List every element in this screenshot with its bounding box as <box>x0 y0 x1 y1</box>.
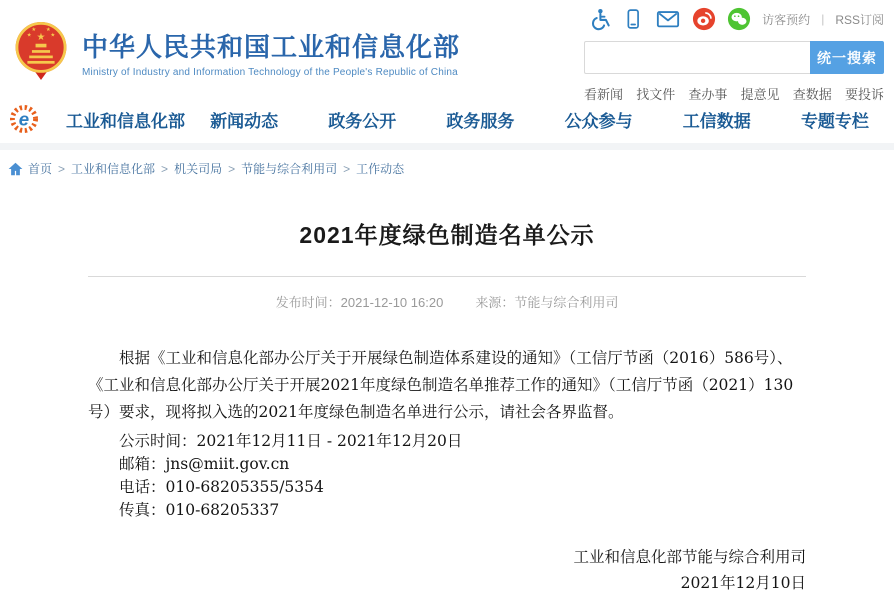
breadcrumb-separator: > <box>343 161 351 176</box>
breadcrumb-energy-dept[interactable]: 节能与综合利用司 <box>241 162 338 176</box>
nav-item-participation[interactable]: 公众参与 <box>564 111 633 131</box>
article <box>88 217 806 596</box>
breadcrumb-separator: > <box>161 161 169 176</box>
search-bar <box>584 41 884 74</box>
site-header <box>0 0 894 102</box>
paragraph-period: 公示时间：2021年12月11日 - 2021年12月20日 <box>119 432 463 450</box>
quick-link-data[interactable]: 查数据 <box>792 87 832 102</box>
nav-item-gov-open[interactable]: 政务公开 <box>328 111 397 131</box>
article-meta <box>88 292 806 311</box>
title-divider <box>88 276 806 277</box>
quick-links <box>584 84 884 103</box>
quick-link-suggest[interactable]: 提意见 <box>740 87 780 102</box>
quick-link-files[interactable]: 找文件 <box>636 87 676 102</box>
wechat-icon[interactable] <box>727 7 751 31</box>
signature-block <box>88 544 806 596</box>
svg-text:★: ★ <box>45 27 51 34</box>
breadcrumb-separator: > <box>228 161 236 176</box>
source-label: 来源： <box>475 295 515 310</box>
top-utility-bar <box>584 6 884 32</box>
search-button[interactable]: 统一搜索 <box>810 41 884 74</box>
site-logo[interactable] <box>12 20 460 87</box>
accessibility-icon[interactable] <box>587 7 611 31</box>
home-icon[interactable] <box>8 162 23 176</box>
mail-icon[interactable] <box>655 7 681 31</box>
signature-org: 工业和信息化部节能与综合利用司 <box>573 548 806 566</box>
gear-e-logo-icon[interactable] <box>8 103 40 135</box>
breadcrumb-work-news[interactable]: 工作动态 <box>356 162 405 176</box>
paragraph-phone: 电话：010-68205355/5354 <box>119 478 324 496</box>
breadcrumb-home[interactable]: 首页 <box>28 162 53 176</box>
breadcrumb <box>0 150 894 183</box>
svg-text:★: ★ <box>36 32 46 44</box>
rss-link[interactable]: RSS订阅 <box>835 12 884 27</box>
svg-text:★: ★ <box>26 32 32 39</box>
signature-date: 2021年12月10日 <box>680 574 806 592</box>
nav-item-gov-service[interactable]: 政务服务 <box>446 111 515 131</box>
paragraph-fax: 传真：010-68205337 <box>119 501 280 519</box>
breadcrumb-separator: > <box>58 161 66 176</box>
svg-text:★: ★ <box>50 32 56 39</box>
mobile-icon[interactable] <box>622 7 644 31</box>
site-title: 中华人民共和国工业和信息化部 <box>82 31 461 62</box>
quick-link-news[interactable]: 看新闻 <box>584 87 624 102</box>
breadcrumb-departments[interactable]: 机关司局 <box>174 162 223 176</box>
search-input[interactable] <box>584 41 810 74</box>
paragraph-email: 邮箱：jns@miit.gov.cn <box>119 455 290 473</box>
nav-item-news[interactable]: 新闻动态 <box>210 111 279 131</box>
article-body <box>88 345 806 522</box>
nav-divider-band <box>0 143 894 150</box>
paragraph-main: 根据《工业和信息化部办公厅关于开展绿色制造体系建设的通知》（工信厅节函（2016）586号）、《工业和信息化部办公厅关于开展2021年度绿色制造名单推荐工作的通知》（工信厅节函（2021）130号）要求，现将拟入选的2021年度绿色制造名单进行公示，请社会各界监督。 <box>88 349 794 421</box>
publish-time-value: 2021-12-10 16:20 <box>340 295 444 310</box>
svg-text:e: e <box>18 108 30 130</box>
quick-link-services[interactable]: 查办事 <box>688 87 728 102</box>
weibo-icon[interactable] <box>692 7 716 31</box>
publish-time-label: 发布时间： <box>275 295 341 310</box>
svg-text:★: ★ <box>31 27 37 34</box>
nav-item-special[interactable]: 专题专栏 <box>800 111 869 131</box>
breadcrumb-ministry[interactable]: 工业和信息化部 <box>71 162 156 176</box>
header-right <box>584 6 884 103</box>
visitor-appointment-link[interactable]: 访客预约 <box>762 12 811 27</box>
source-value: 节能与综合利用司 <box>514 295 619 310</box>
page-title: 2021年度绿色制造名单公示 <box>299 222 595 248</box>
nav-item-miit-data[interactable]: 工信数据 <box>682 111 751 131</box>
topbar-divider: | <box>821 12 825 26</box>
national-emblem-icon <box>12 20 70 87</box>
nav-item-ministry[interactable]: 工业和信息化部 <box>66 111 185 131</box>
quick-link-complaint[interactable]: 要投诉 <box>844 87 884 102</box>
site-subtitle: Ministry of Industry and Information Technology of the People's Republic of China <box>82 66 458 78</box>
